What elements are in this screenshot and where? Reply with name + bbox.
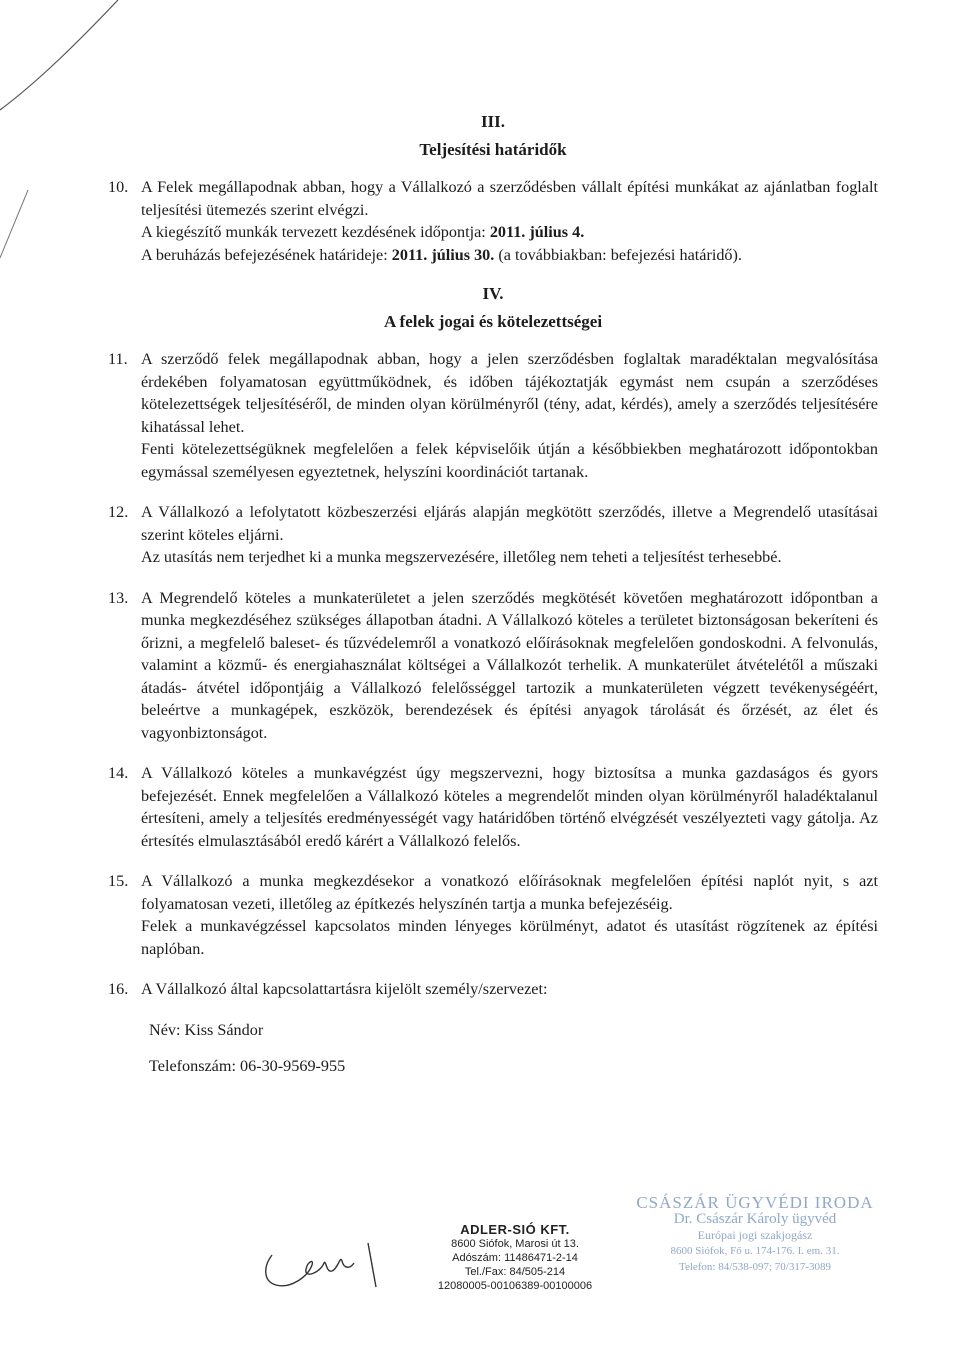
company-stamp-name: ADLER-SIÓ KFT. [460,1222,570,1237]
paragraph-12-text-2: Az utasítás nem terjedhet ki a munka megszervezésére, illetőleg nem teheti a teljesítést terhesebbé. [141,548,782,566]
lawyer-stamp-office: CSÁSZÁR ÜGYVÉDI IRODA [636,1193,874,1212]
contact-phone-value: 06-30-9569-955 [240,1057,346,1075]
company-stamp-account: 12080005-00106389-00100006 [437,1280,593,1292]
paragraph-number: 13. [108,588,129,607]
paragraph-number: 16. [108,980,129,998]
paragraph-10 [108,176,878,266]
paragraph-16 [108,978,878,1001]
paragraph-10-deadline: A beruházás befejezésének határideje: 2011. július 30. (a továbbiakban: befejezési határidő). [141,245,742,264]
contact-name [108,1019,878,1042]
paragraph-number: 15. [108,872,129,890]
contact-phone-label: Telefonszám: [149,1057,236,1075]
stamp-signature-area [240,1175,900,1355]
paragraph-10-start-date: A kiegészítő munkák tervezett kezdésének időpontja: 2011. július 4. [141,223,585,241]
paragraph-16-text: A Vállalkozó által kapcsolattartásra kijelölt személy/szervezet: [141,980,548,998]
paragraph-11-text-2: Fenti kötelezettségüknek megfelelően a felek képviselőik útján a későbbiekben meghatározott időpontokban egymással személyesen egyeztetnek, helyszíni koordinációt tartanak. [141,440,878,481]
paragraph-11-text-1: A szerződő felek megállapodnak abban, hogy a jelen szerződésben foglaltak maradéktalan megvalósítása érdekében folyamatosan együttműködnek, és időben tájékoztatják egymást nem csupán a szerződéses kötelezettségek teljesítéséről, de minden olyan körülményről (tény, adat, kérdés), amely a szerződés teljesítésére kihatással lehet. [141,350,878,436]
lawyer-stamp-title: Európai jogi szakjogász [697,1228,813,1242]
contact-name-label: Név: [149,1020,181,1039]
lawyer-stamp-phone: Telefon: 84/538-097; 70/317-3089 [679,1261,831,1273]
contact-phone [108,1055,878,1078]
paragraph-number: 10. [108,178,129,196]
paragraph-number: 11. [108,350,128,368]
contact-name-value: Kiss Sándor [184,1020,264,1039]
paragraph-14-text: A Vállalkozó köteles a munkavégzést úgy megszervezni, hogy biztosítsa a munka gazdaságos és gyors befejezését. Ennek megfelelően a Vállalkozó köteles a megrendelőt minden olyan körülményről haladéktalanul értesíteni, amely a teljesítés eredményességét vagy határidőben történő elvégzését veszélyezteti vagy gátolja. Az értesítés elmulasztásából eredő kárért a Vállalkozó felelős. [141,764,878,850]
paragraph-10-text: A Felek megállapodnak abban, hogy a Vállalkozó a szerződésben vállalt építési munkákat az ajánlatban foglalt teljesítési ütemezés szerint elvégzi. [141,178,878,219]
paragraph-15 [108,870,878,960]
paragraph-15-text-2: Felek a munkavégzéssel kapcsolatos minden lényeges körülményt, adatot és utasítást rögzítenek az építési naplóban. [141,917,878,958]
paragraph-14 [108,762,878,852]
section-4-number: IV. [482,284,504,303]
paragraph-15-text-1: A Vállalkozó a munka megkezdésekor a vonatkozó előírásoknak megfelelően építési naplót nyit, s azt folyamatosan vezeti, illetőleg az építkezés helyszínén tartja a munka befejezéséig. [141,872,878,913]
company-stamp-tax-number: Adószám: 11486471-2-14 [452,1252,578,1264]
lawyer-stamp-name: Dr. Császár Károly ügyvéd [673,1211,837,1227]
paragraph-11 [108,348,878,483]
paragraph-12 [108,501,878,569]
paragraph-13 [108,587,878,745]
company-stamp [430,1223,600,1293]
document-body [108,112,878,1092]
signature-icon [250,1225,400,1305]
lawyer-stamp [620,1195,890,1275]
company-stamp-address: 8600 Siófok, Marosi út 13. [451,1238,579,1250]
company-stamp-phone: Tel./Fax: 84/505-214 [464,1266,566,1278]
paragraph-13-text: A Megrendelő köteles a munkaterületet a jelen szerződés megkötését követően meghatározott időpontban a munka megkezdéséhez szükséges állapotban átadni. A Vállalkozó köteles a területet biztonságosan bekeríteni és őrizni, a megfelelő baleset- és tűzvédelemről a vonatkozó előírásoknak megfelelően gondoskodni. A felvonulás, valamint a közmű- és energiahasználat költségei a Vállalkozót terhelik. A munkaterület átvételétől a műszaki átadás- átvétel időpontjáig a Vállalkozó felelősséggel tartozik a munkaterületen végzett tevékenységéért, beleértve a munkagépek, eszközök, berendezések és építési anyagok tárolását és őrzését, az élet és vagyonbiztonságot. [141,588,878,742]
section-4-title: A felek jogai és kötelezettségei [383,312,603,331]
section-3-title: Teljesítési határidők [419,140,567,159]
paragraph-number: 14. [108,764,129,782]
lawyer-stamp-address: 8600 Siófok, Fő u. 174-176. I. em. 31. [670,1245,840,1257]
paragraph-number: 12. [108,503,129,521]
paragraph-12-text-1: A Vállalkozó a lefolytatott közbeszerzési eljárás alapján megkötött szerződés, illetve a Megrendelő utasításai szerint köteles eljárni. [141,503,878,544]
section-3-number: III. [480,112,506,131]
